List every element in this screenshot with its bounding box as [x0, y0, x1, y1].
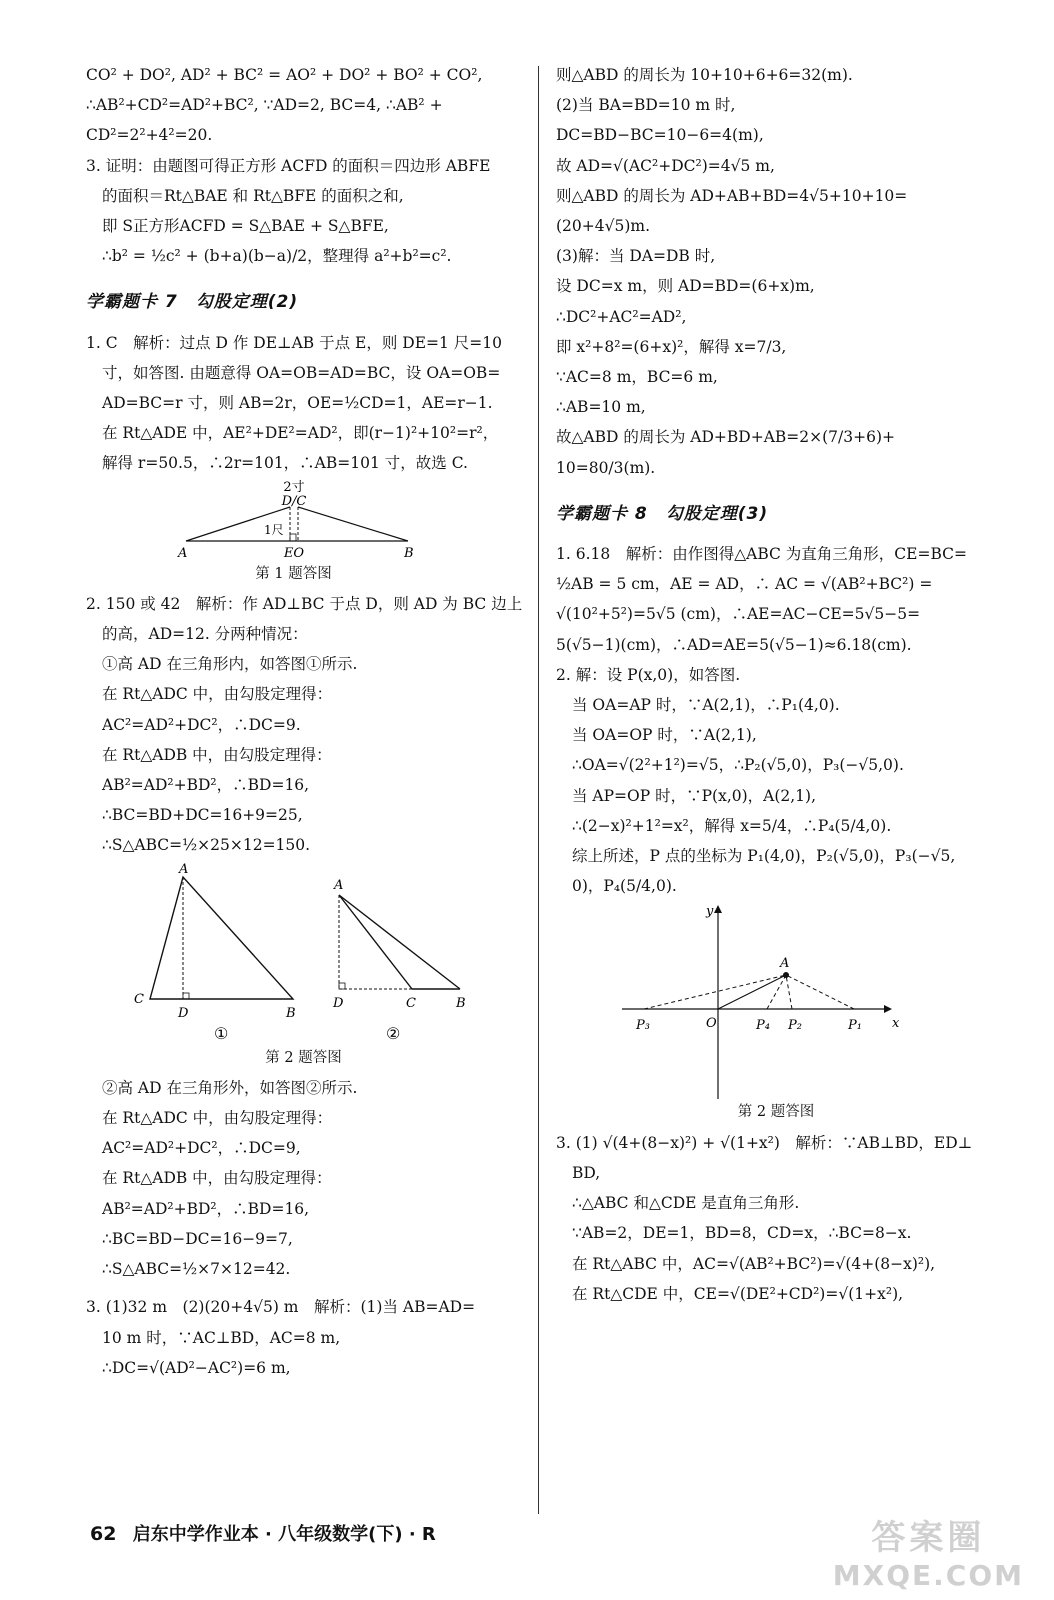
text-line: ½AB = 5 cm，AE = AD，∴ AC = √(AB²+BC²) = [556, 575, 933, 594]
text-line: (2)当 BA=BD=10 m 时, [556, 96, 736, 115]
fig3-p2-label: P₂ [788, 1018, 802, 1034]
fig3-a-label: A [780, 956, 790, 972]
text-line: ∴b² = ½c² + (b+a)(b−a)/2，整理得 a²+b²=c². [102, 247, 452, 266]
left-column [86, 60, 531, 1383]
text-line: 2. 解：设 P(x,0)，如答图. [556, 665, 741, 684]
text-line: 当 OA=AP 时，∵A(2,1)，∴P₁(4,0). [572, 696, 840, 715]
text-line: ∴S△ABC=½×25×12=150. [102, 836, 311, 855]
text-line: AC²=AD²+DC²，∴DC=9, [102, 1139, 301, 1158]
text-line: 3. (1) √(4+(8−x)²) + √(1+x²) 解析：∵AB⊥BD，ED⊥ [556, 1133, 973, 1152]
text-line: CO² + DO², AD² + BC² = AO² + DO² + BO² + CO², [86, 66, 483, 84]
text-line: (20+4√5)m. [556, 217, 651, 236]
text-line: ∴S△ABC=½×7×12=42. [102, 1260, 291, 1279]
text-line: 5(√5−1)(cm)，∴AD=AE=5(√5−1)≈6.18(cm). [556, 635, 912, 654]
text-line: 则△ABD 的周长为 10+10+6+6=32(m). [556, 66, 853, 84]
figure-3-caption: 第 2 题答图 [737, 1104, 815, 1121]
text-line: 故 AD=√(AC²+DC²)=4√5 m, [556, 156, 775, 175]
fig2a-d-label: D [178, 1005, 189, 1021]
fig2a-b-label: B [286, 1005, 296, 1021]
text-line: AC²=AD²+DC²，∴DC=9. [102, 715, 301, 734]
fig3-p4-label: P₄ [756, 1018, 770, 1034]
figure-3-coordinate-diagram [556, 901, 996, 1101]
fig3-p3-label: P₃ [636, 1018, 650, 1034]
fig2a-number: ① [214, 1023, 229, 1043]
watermark-line1: 答案圈 [871, 1518, 986, 1558]
text-line: ∴OA=√(2²+1²)=√5，∴P₂(√5,0)，P₃(−√5,0). [572, 756, 904, 775]
text-line: 在 Rt△ADC 中，由勾股定理得： [102, 685, 333, 704]
fig1-a-label: A [178, 545, 188, 561]
text-line: 1. C 解析：过点 D 作 DE⊥AB 于点 E，则 DE=1 尺=10 [86, 333, 503, 352]
figure-1-diagram [86, 479, 531, 565]
text-line: 在 Rt△ADB 中，由勾股定理得： [102, 745, 332, 764]
fig3-p1-label: P₁ [848, 1018, 862, 1034]
text-line: ∴BC=BD+DC=16+9=25, [102, 806, 303, 825]
text-line: ∴BC=BD−DC=16−9=7, [102, 1229, 293, 1248]
fig1-b-label: B [404, 545, 414, 561]
page-number: 62 [90, 1523, 117, 1545]
section-heading-7: 学霸题卡 7 勾股定理(2) [86, 292, 299, 313]
fig3-x-label: x [892, 1016, 900, 1032]
text-line: ∵AB=2，DE=1，BD=8，CD=x，∴BC=8−x. [572, 1224, 912, 1243]
text-line: 10=80/3(m). [556, 458, 656, 477]
section-heading-8: 学霸题卡 8 勾股定理(3) [556, 503, 769, 524]
fig1-eo-label: EO [283, 545, 305, 561]
fig3-y-label: y [706, 904, 714, 920]
fig2a-c-label: C [134, 991, 144, 1007]
fig1-top-label: 2寸 [283, 479, 305, 495]
text-line: 设 DC=x m，则 AD=BD=(6+x)m, [556, 277, 815, 296]
text-line: ∴DC²+AC²=AD², [556, 307, 687, 326]
fig2b-d-label: D [333, 995, 344, 1011]
text-line: 3. 证明：由题图可得正方形 ACFD 的面积＝四边形 ABFE [86, 156, 491, 175]
text-line: 在 Rt△CDE 中，CE=√(DE²+CD²)=√(1+x²), [572, 1284, 904, 1303]
fig2b-b-label: B [456, 995, 466, 1011]
book-title: 启东中学作业本 · 八年级数学(下) · R [132, 1524, 436, 1545]
text-line: 寸，如答图. 由题意得 OA=OB=AD=BC，设 OA=OB= [102, 363, 501, 382]
text-line: DC=BD−BC=10−6=4(m), [556, 126, 764, 145]
fig1-chi-label: 1尺 [264, 522, 284, 537]
text-line: 综上所述，P 点的坐标为 P₁(4,0)，P₂(√5,0)，P₃(−√5, [572, 847, 956, 866]
text-line: 的面积＝Rt△BAE 和 Rt△BFE 的面积之和, [102, 186, 404, 205]
text-line: ∴AB=10 m, [556, 398, 646, 417]
text-line: 10 m 时，∵AC⊥BD，AC=8 m, [102, 1328, 341, 1347]
text-line: 在 Rt△ADC 中，由勾股定理得： [102, 1109, 333, 1128]
fig2b-number: ② [386, 1023, 401, 1043]
text-line: ②高 AD 在三角形外，如答图②所示. [102, 1078, 358, 1097]
page-footer [90, 1520, 436, 1546]
text-line: 则△ABD 的周长为 AD+AB+BD=4√5+10+10= [556, 186, 908, 205]
text-line: ①高 AD 在三角形内，如答图①所示. [102, 655, 358, 674]
text-line: AD=BC=r 寸，则 AB=2r，OE=½CD=1，AE=r−1. [102, 394, 493, 413]
watermark-line2: MXQE.COM [832, 1559, 1024, 1592]
fig2b-a-label: A [334, 877, 344, 893]
text-line: ∴AB²+CD²=AD²+BC², ∵AD=2, BC=4, ∴AB² + [86, 96, 443, 115]
text-line: 即 x²+8²=(6+x)²，解得 x=7/3, [556, 337, 787, 356]
fig2a-a-label: A [179, 861, 189, 877]
right-column [556, 60, 996, 1309]
text-line: 在 Rt△ABC 中，AC=√(AB²+BC²)=√(4+(8−x)²), [572, 1254, 936, 1273]
watermark-logo [833, 1510, 1024, 1592]
text-line: AB²=AD²+BD²，∴BD=16, [102, 1199, 310, 1218]
text-line: AB²=AD²+BD²，∴BD=16, [102, 776, 310, 795]
text-line: 在 Rt△ADB 中，由勾股定理得： [102, 1169, 332, 1188]
text-line: CD²=2²+4²=20. [86, 126, 213, 145]
text-line: 在 Rt△ADE 中，AE²+DE²=AD²，即(r−1)²+10²=r²， [102, 424, 499, 443]
text-line: 的高，AD=12. 分两种情况： [102, 625, 308, 644]
text-line: 1. 6.18 解析：由作图得△ABC 为直角三角形，CE=BC= [556, 545, 967, 564]
text-line: ∴(2−x)²+1²=x²，解得 x=5/4，∴P₄(5/4,0). [572, 816, 892, 835]
figure-2-caption: 第 2 题答图 [265, 1049, 342, 1066]
text-line: ∵AC=8 m，BC=6 m, [556, 368, 718, 387]
figure-2-diagram [86, 861, 531, 1045]
text-line: √(10²+5²)=5√5 (cm)，∴AE=AC−CE=5√5−5= [556, 605, 921, 624]
text-line: ∴DC=√(AD²−AC²)=6 m, [102, 1358, 291, 1377]
text-line: BD, [572, 1163, 601, 1182]
fig1-dc-label: D/C [281, 493, 307, 509]
text-line: 当 AP=OP 时，∵P(x,0)，A(2,1), [572, 786, 817, 805]
text-line: 即 S正方形ACFD = S△BAE + S△BFE, [102, 217, 389, 236]
text-line: 故△ABD 的周长为 AD+BD+AB=2×(7/3+6)+ [556, 428, 895, 447]
text-line: 2. 150 或 42 解析：作 AD⊥BC 于点 D，则 AD 为 BC 边上 [86, 594, 523, 613]
text-line: ∴△ABC 和△CDE 是直角三角形. [572, 1194, 800, 1213]
fig3-o-label: O [706, 1016, 717, 1032]
text-line: 解得 r=50.5，∴2r=101，∴AB=101 寸，故选 C. [102, 454, 468, 473]
column-divider [538, 66, 539, 1514]
text-line: (3)解：当 DA=DB 时, [556, 247, 716, 266]
text-line: 当 OA=OP 时，∵A(2,1), [572, 726, 757, 745]
text-line: 0)，P₄(5/4,0). [572, 877, 677, 896]
fig2b-c-label: C [406, 995, 416, 1011]
figure-1-caption: 第 1 题答图 [255, 565, 332, 582]
text-line: 3. (1)32 m (2)(20+4√5) m 解析：(1)当 AB=AD= [86, 1298, 476, 1317]
